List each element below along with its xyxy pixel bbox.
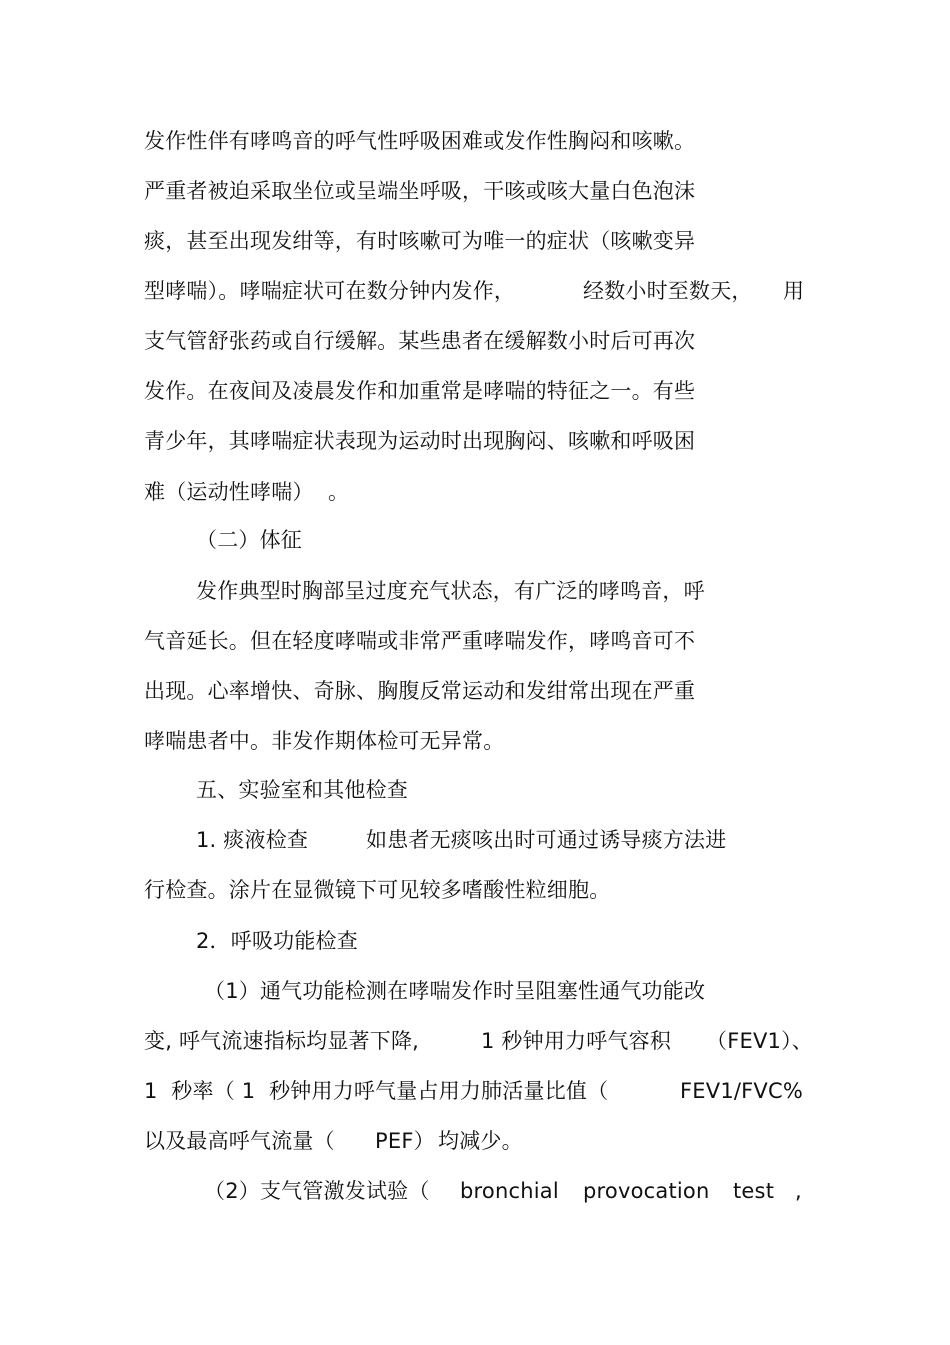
text-line: bronchial [460,1179,559,1203]
text-line: （1）通气功能检测在哮喘发作时呈阻塞性通气功能改 [204,979,706,1003]
section-heading: （二）体征 [196,528,302,552]
text-line: 用 [783,279,805,303]
text-line: 行检查。涂片在显微镜下可见较多嗜酸性粒细胞。 [144,878,611,902]
text-line: 出现。心率增快、奇脉、胸腹反常运动和发绀常出现在严重 [144,679,696,703]
text-line: 发作。在夜间及凌晨发作和加重常是哮喘的特征之一。有些 [144,379,696,403]
text-line: 支气管舒张药或自行缓解。某些患者在缓解数小时后可再次 [144,329,696,353]
subsection-heading: 1. 痰液检查 [196,828,309,852]
text-line: 严重者被迫采取坐位或呈端坐呼吸，干咳或咳大量白色泡沫 [144,179,696,203]
text-line: 型哮喘）。哮喘症状可在数分钟内发作， [144,279,516,303]
text-line: （FEV1）、 [706,1029,813,1053]
text-line: test [733,1179,775,1203]
text-line: 难（运动性哮喘） [144,480,314,504]
text-line: 如患者无痰咳出时可通过诱导痰方法进 [366,828,727,852]
text-line: , [795,1179,802,1203]
text-line: 1 秒率（ 1 秒钟用力呼气量占用力肺活量比值（ [144,1079,609,1103]
text-line: 青少年，其哮喘症状表现为运动时出现胸闷、咳嗽和呼吸困 [144,429,696,453]
text-line: 变, 呼气流速指标均显著下降, [144,1029,420,1053]
text-line: 1 秒钟用力呼气容积 [481,1029,672,1053]
text-line: 均减少。 [438,1129,523,1153]
text-line: FEV1/FVC% [680,1079,804,1103]
text-line: 经数小时至数天， [583,279,753,303]
text-line: 。 [328,480,350,504]
text-line: 以及最高呼气流量（ [144,1129,335,1153]
text-line: PEF） [375,1129,435,1153]
text-line: （2）支气管激发试验（ [204,1179,430,1203]
text-line: provocation [583,1179,710,1203]
subsection-heading: 2．呼吸功能检查 [196,929,358,953]
text-line: 发作性伴有哮鸣音的呼气性呼吸困难或发作性胸闷和咳嗽。 [144,129,696,153]
text-line: 痰，甚至出现发绀等，有时咳嗽可为唯一的症状（咳嗽变异 [144,229,696,253]
text-line: 哮喘患者中。非发作期体检可无异常。 [144,729,505,753]
text-line: 发作典型时胸部呈过度充气状态，有广泛的哮鸣音，呼 [196,579,705,603]
section-heading: 五、实验室和其他检查 [196,778,408,802]
text-line: 气音延长。但在轻度哮喘或非常严重哮喘发作，哮鸣音可不 [144,629,696,653]
